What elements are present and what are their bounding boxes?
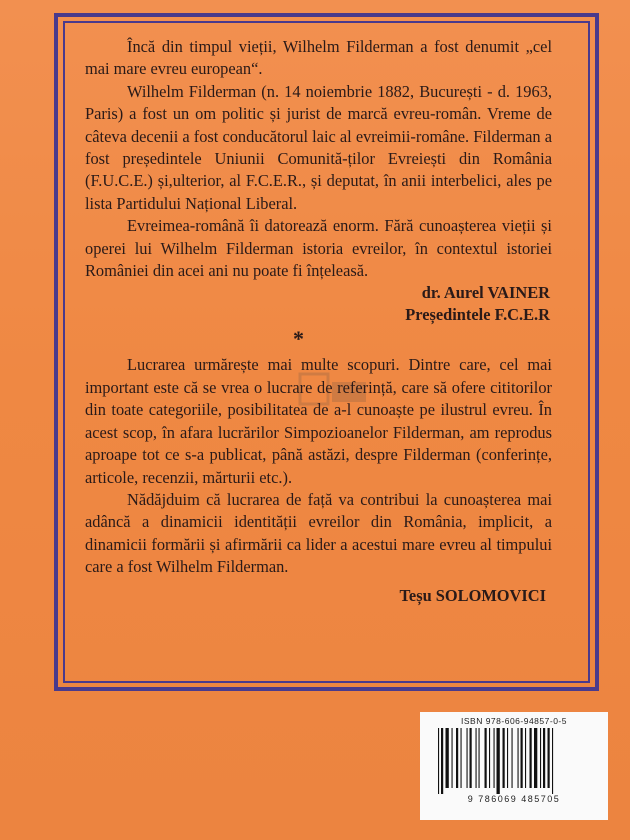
barcode-bars-icon	[434, 728, 594, 794]
signature-1-title: Președintele F.C.E.R	[405, 305, 550, 325]
barcode-digits: 9 786069 485705	[467, 794, 561, 804]
isbn-text: ISBN 978-606-94857-0-5	[461, 716, 567, 726]
paragraph-biography: Wilhelm Filderman (n. 14 noiembrie 1882, București - d. 1963, Paris) a fost un om politic și jurist de marcă evreu-român. Vreme de câteva decenii a fost conducătorul laic al evreimii-române. Filderman a fost președintele Uniunii Comunită-ților Evreiești din România (F.U.C.E.) și,ulterior, al F.C.E.R., și deputat, în anii interbelici, ales pe lista Partidului Național Liberal.	[85, 81, 552, 213]
section-separator: *	[293, 326, 304, 352]
paragraph-intro: Încă din timpul vieții, Wilhelm Filderman a fost denumit „cel mai mare evreu european“.	[85, 37, 552, 79]
signature-1-name: dr. Aurel VAINER	[421, 283, 550, 303]
barcode-label	[420, 712, 608, 820]
paragraph-hope: Nădăjduim că lucrarea de față va contribui la cunoașterea mai adâncă a dinamicii identității evreilor din România, implicit, a dinamicii formării și afirmării ca lider a acestui mare evreu al timpului care a fost Wilhelm Filderman.	[85, 489, 552, 577]
paragraph-importance: Evreimea-română îi datorează enorm. Fără cunoașterea vieții și operei lui Wilhelm Filderman istoria evreilor, în contextul istoriei României din acei ani nu poate fi înțeleasă.	[85, 216, 552, 281]
paragraph-purpose: Lucrarea urmărește mai multe scopuri. Dintre care, cel mai important este că se vrea o lucrare de referință, care să ofere cititorilor din toate categoriile, posibilitatea de a-l cunoaște pe ilustrul evreu. În acest scop, în afara lucrărilor Simpozioanelor Filderman, am reprodus aproape tot ce s-a publicat, până astăzi, despre Filderman (conferințe, articole, recenzii, mărturii etc.).	[85, 355, 552, 487]
signature-2-name: Teșu SOLOMOVICI	[399, 585, 546, 605]
blurb-text-block	[85, 36, 552, 607]
